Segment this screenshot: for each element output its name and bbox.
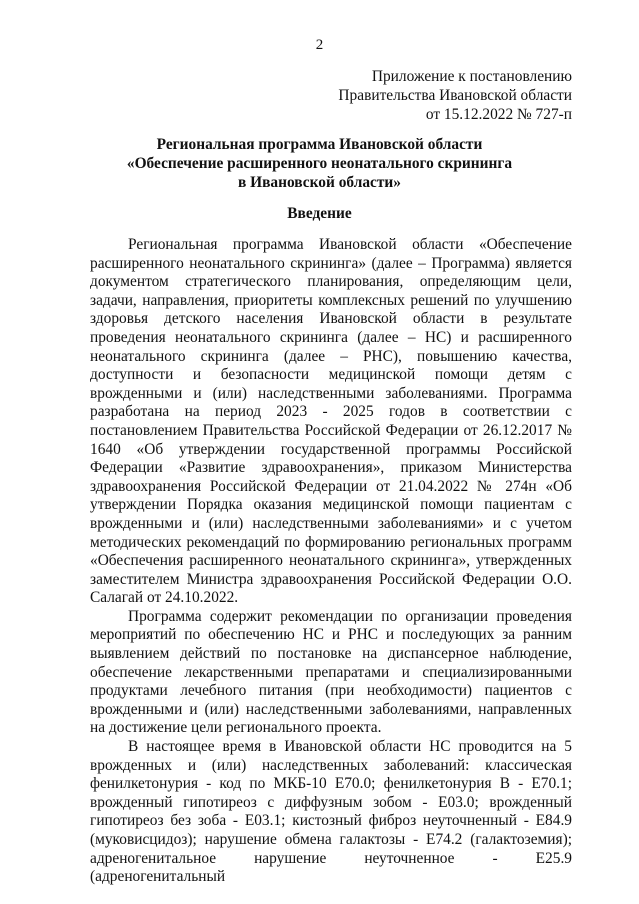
appendix-line: Приложение к постановлению: [371, 68, 572, 85]
paragraph: Региональная программа Ивановской области «Обеспечение расширенного неонатального скрининга» (далее – Программа) является документом стратегического планирования, определяющим цели, задачи, направления, приоритеты комплексных решений по улучшению здоровья детского населения Ивановской области в результате проведения неонатального скрининга (далее – НС) и расширенного неонатального скрининга (далее – РНС), повышению качества, доступности и безопасности медицинской помощи детям с врожденными и (или) наследственными заболеваниями. Программа разработана на период 2023 - 2025 годов в соответствии с постановлением Правительства Российской Федерации от 26.12.2017 № 1640 «Об утверждении государственной программы Российской Федерации «Развитие здравоохранения», приказом Министерства здравоохранения Российской Федерации от 21.04.2022 № 274н «Об утверждении Порядка оказания медицинской помощи пациентам с врожденными и (или) наследственными заболеваниями» и с учетом методических рекомендаций по формированию региональных программ «Обеспечения расширенного неонатального скрининга», утвержденных заместителем Министра здравоохранения Российской Федерации О.О. Салагай от 24.10.2022.: [90, 236, 572, 607]
paragraph: Программа содержит рекомендации по организации проведения мероприятий по обеспечению НС и РНС и последующих за ранним выявлением действий по постановке на диспансерное наблюдение, обеспечение лекарственными препаратами и специализированными продуктами лечебного питания (при необходимости) пациентов с врожденными и (или) наследственными заболеваниями, направленных на достижение цели регионального проекта.: [90, 607, 572, 737]
paragraph: В настоящее время в Ивановской области НС проводится на 5 врожденных и (или) наследственных заболеваний: классическая фенилкетонурия - код по МКБ-10 E70.0; фенилкетонурия B - E70.1; врожденный гипотиреоз с диффузным зобом - E03.0; врожденный гипотиреоз без зоба - E03.1; кистозный фиброз неуточненный - E84.9 (муковисцидоз); нарушение обмена галактозы - E74.2 (галактоземия); адреногенитальное нарушение неуточненное - E25.9 (адреногенитальный: [90, 738, 572, 886]
section-heading: Введение: [287, 205, 352, 222]
document-title: [0, 135, 639, 192]
document-body: [90, 236, 572, 887]
title-line: в Ивановской области»: [237, 174, 401, 191]
title-line: Региональная программа Ивановской области: [156, 136, 483, 153]
title-line: «Обеспечение расширенного неонатального скрининга: [126, 155, 513, 172]
appendix-line: Правительства Ивановской области: [338, 87, 572, 104]
page-number: 2: [315, 37, 324, 53]
appendix-block: [338, 67, 572, 124]
appendix-line: от 15.12.2022 № 727-п: [425, 106, 572, 123]
